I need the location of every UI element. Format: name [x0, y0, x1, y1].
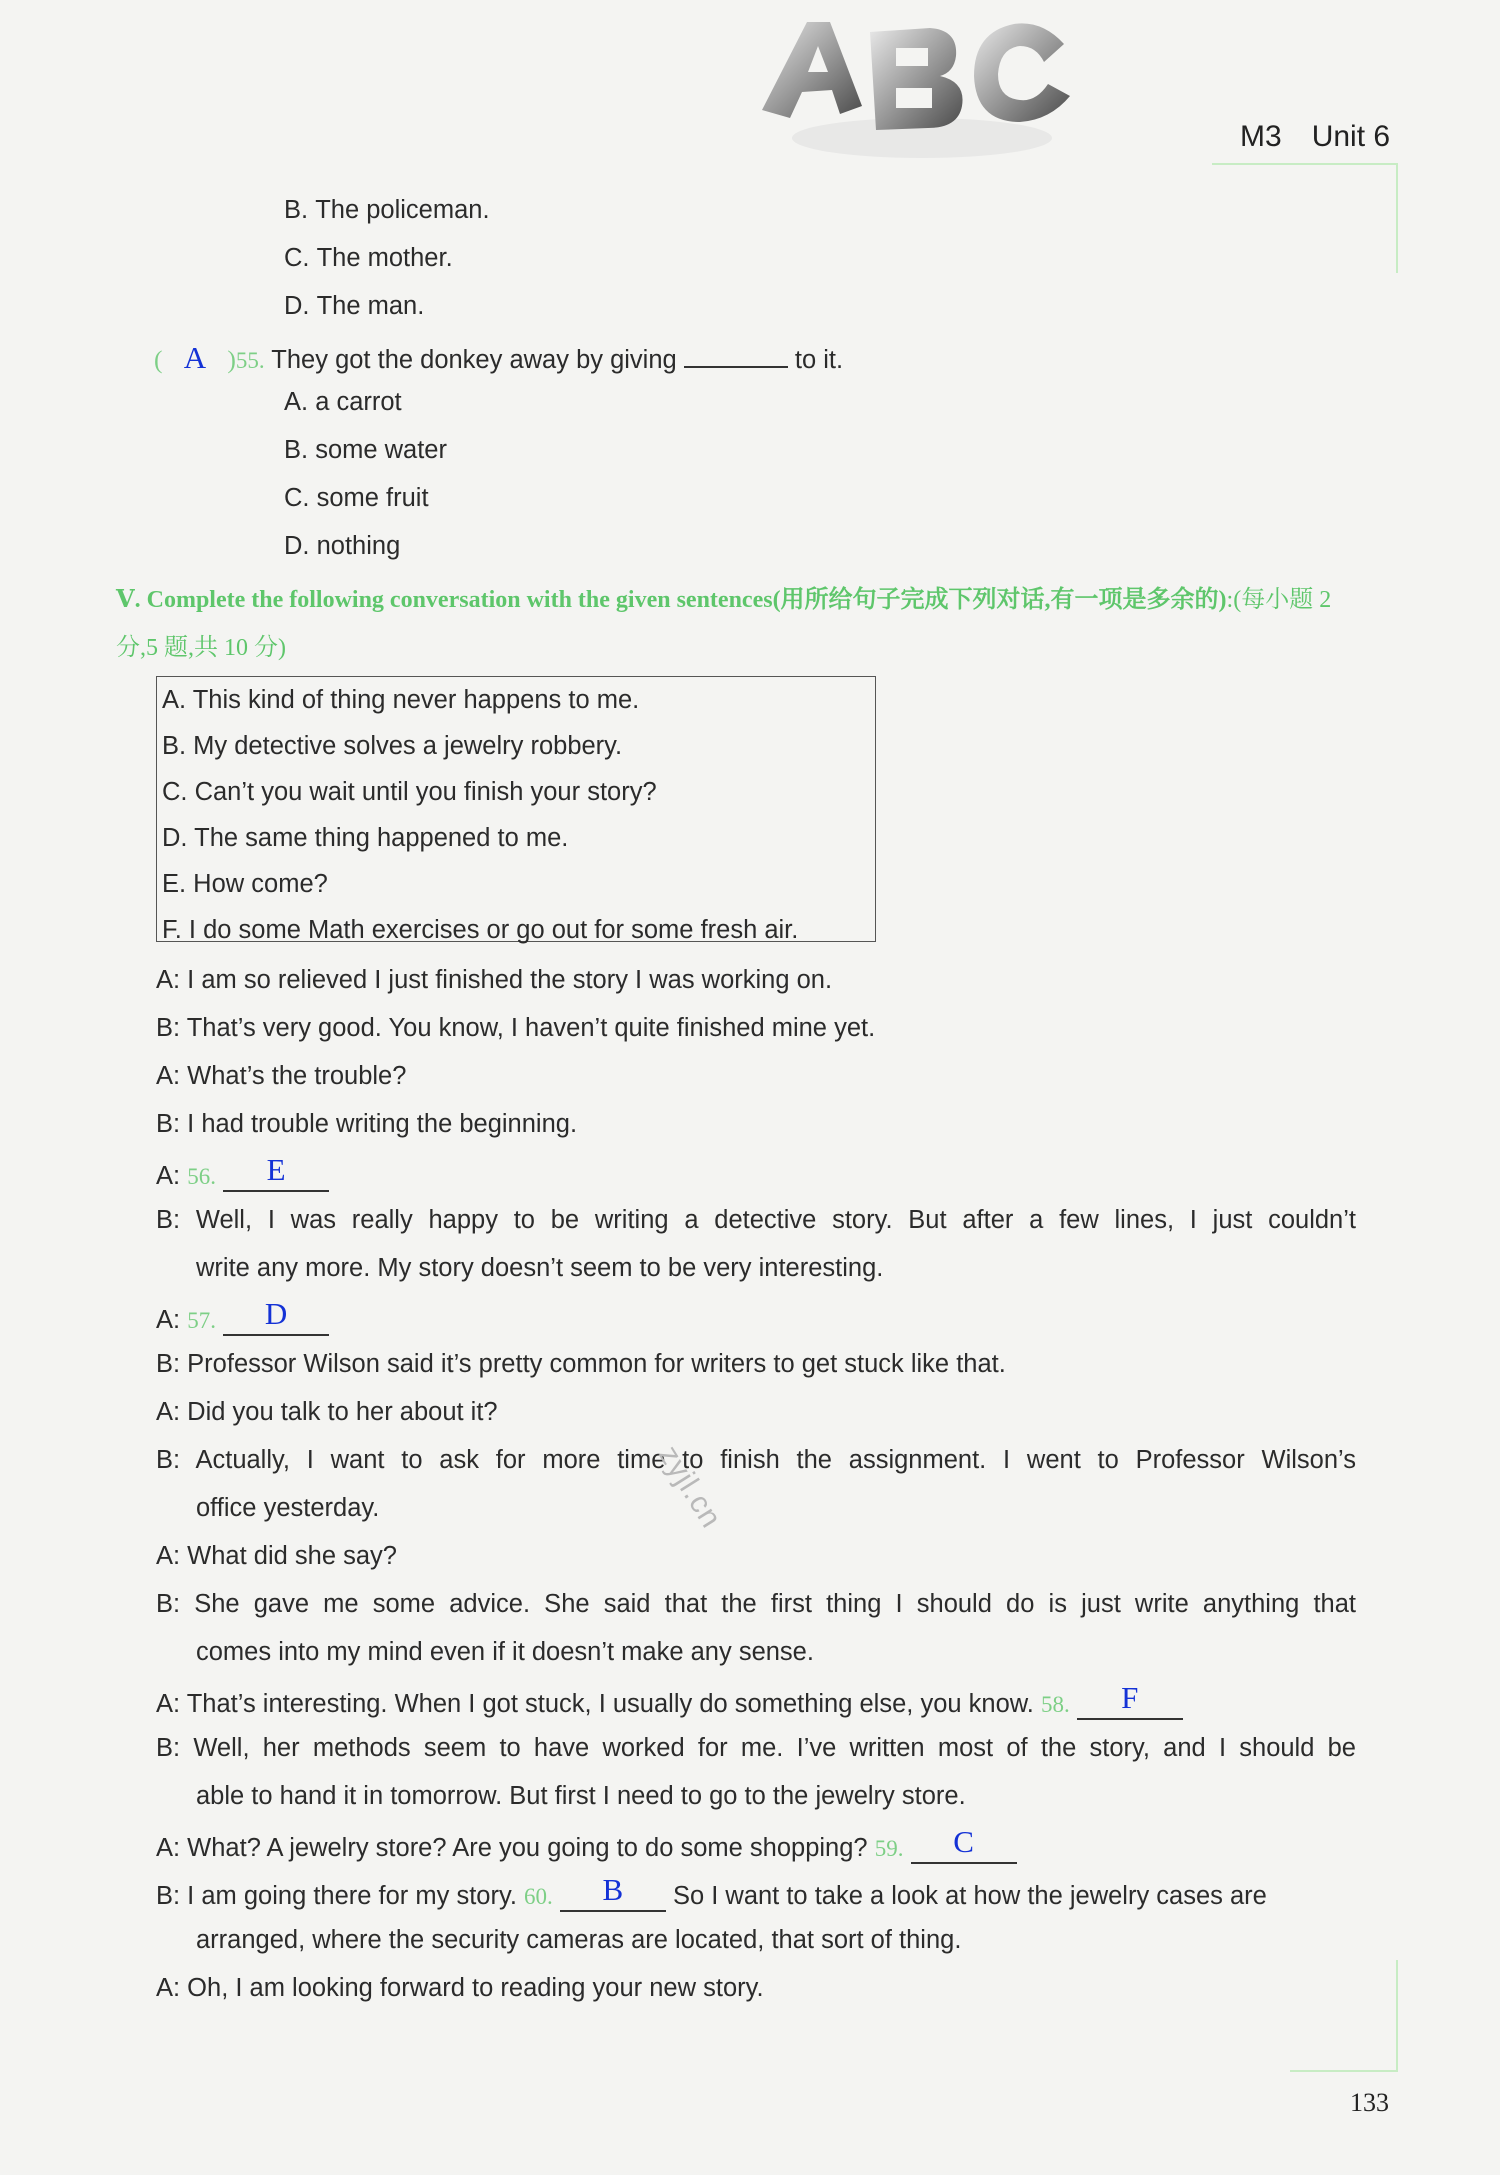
- section-v-title: [116, 576, 1362, 672]
- q54-option-c: C. The mother.: [284, 244, 453, 272]
- box-option-f: F. I do some Math exercises or go out for some fresh air.: [162, 916, 799, 944]
- footer-side-rule: [1396, 1960, 1398, 2072]
- page-number: 133: [1350, 2088, 1389, 2117]
- dialog-line-56: A: 56. E: [156, 1158, 329, 1192]
- dialog-line-1: A: I am so relieved I just finished the story I was working on.: [156, 966, 833, 994]
- q59-number: 59.: [874, 1836, 904, 1861]
- q55-close-bracket: ): [227, 345, 236, 374]
- q55-option-a: A. a carrot: [284, 388, 402, 416]
- q58-answer: F: [1121, 1680, 1139, 1715]
- q59-blank: [911, 1824, 1017, 1864]
- q60-blank: [560, 1872, 666, 1912]
- q60-answer: B: [602, 1872, 624, 1907]
- section-title-en: Complete the following conversation with the given sentences: [146, 587, 773, 613]
- dialog-line-60: B: I am going there for my story. 60. B So I want to take a look at how the jewelry cases are: [156, 1872, 1267, 1910]
- module-label: M3: [1240, 120, 1282, 153]
- dialog-line-17: A: Oh, I am looking forward to reading your new story.: [156, 1974, 764, 2002]
- q56-blank: [223, 1152, 329, 1192]
- q57-blank: [223, 1296, 329, 1336]
- dialog-line-12: B: She gave me some advice. She said that the first thing I should do is just write anything that: [156, 1590, 1356, 1618]
- dialog-line-14b: able to hand it in tomorrow. But first I need to go to the jewelry store.: [196, 1782, 966, 1810]
- dialog-line-8: B: Professor Wilson said it’s pretty common for writers to get stuck like that.: [156, 1350, 1006, 1378]
- q55-answer: A: [183, 340, 207, 375]
- q55-option-c: C. some fruit: [284, 484, 429, 512]
- section-scoring: :(每小题 2 分,5 题,共 10 分): [116, 587, 1332, 661]
- q56-number: 56.: [187, 1164, 216, 1189]
- box-option-a: A. This kind of thing never happens to me.: [162, 686, 640, 714]
- q60-number: 60.: [524, 1884, 553, 1909]
- options-box: [156, 676, 876, 942]
- q54-option-d: D. The man.: [284, 292, 425, 320]
- unit-header: [1240, 120, 1390, 154]
- q57-answer: D: [264, 1296, 288, 1331]
- watermark: zyjl.cn: [652, 1440, 728, 1535]
- dialog-line-59: A: What? A jewelry store? Are you going to do some shopping? 59. C: [156, 1830, 1017, 1864]
- q55-option-d: D. nothing: [284, 532, 401, 560]
- dialog-line-6b: write any more. My story doesn’t seem to be very interesting.: [196, 1254, 884, 1282]
- dialog-line-16b: arranged, where the security cameras are located, that sort of thing.: [196, 1926, 962, 1954]
- section-roman: Ⅴ.: [116, 587, 141, 613]
- dialog-line-10b: office yesterday.: [196, 1494, 380, 1522]
- q56-answer: E: [266, 1152, 286, 1187]
- dialog-line-10: B: Actually, I want to ask for more time to finish the assignment. I went to Professor Wilson’s: [156, 1446, 1356, 1474]
- dialog-line-11: A: What did she say?: [156, 1542, 397, 1570]
- box-option-e: E. How come?: [162, 870, 328, 898]
- dialog-line-2: B: That’s very good. You know, I haven’t quite finished mine yet.: [156, 1014, 876, 1042]
- q58-blank: [1077, 1680, 1183, 1720]
- q55-stem: ( A )55. They got the donkey away by giving to it.: [154, 340, 844, 375]
- dialog-line-58: A: That’s interesting. When I got stuck, I usually do something else, you know. 58. F: [156, 1686, 1183, 1720]
- box-option-b: B. My detective solves a jewelry robbery.: [162, 732, 623, 760]
- box-option-d: D. The same thing happened to me.: [162, 824, 569, 852]
- q57-number: 57.: [187, 1308, 216, 1333]
- q55-blank: [684, 364, 788, 368]
- dialog-line-14: B: Well, her methods seem to have worked for me. I’ve written most of the story, and I should be: [156, 1734, 1356, 1762]
- dialog-line-3: A: What’s the trouble?: [156, 1062, 407, 1090]
- dialog-line-57: A: 57. D: [156, 1302, 329, 1336]
- header-rule: [1212, 163, 1398, 165]
- q58-number: 58.: [1040, 1692, 1070, 1717]
- q55-open-bracket: (: [154, 345, 163, 374]
- dialog-line-12b: comes into my mind even if it doesn’t make any sense.: [196, 1638, 814, 1666]
- abc-logo-icon: [752, 10, 1082, 170]
- dialog-line-9: A: Did you talk to her about it?: [156, 1398, 498, 1426]
- header-side-rule: [1396, 163, 1398, 273]
- section-title-cn: (用所给句子完成下列对话,有一项是多余的): [772, 587, 1227, 613]
- q55-number: 55.: [235, 348, 265, 373]
- dialog-line-6: B: Well, I was really happy to be writing a detective story. But after a few lines, I just couldn’t: [156, 1206, 1356, 1234]
- footer-rule: [1290, 2070, 1398, 2072]
- box-option-c: C. Can’t you wait until you finish your story?: [162, 778, 657, 806]
- dialog-line-4: B: I had trouble writing the beginning.: [156, 1110, 578, 1138]
- q54-option-b: B. The policeman.: [284, 196, 490, 224]
- q59-answer: C: [953, 1824, 974, 1859]
- unit-label: Unit 6: [1311, 120, 1391, 153]
- q55-option-b: B. some water: [284, 436, 447, 464]
